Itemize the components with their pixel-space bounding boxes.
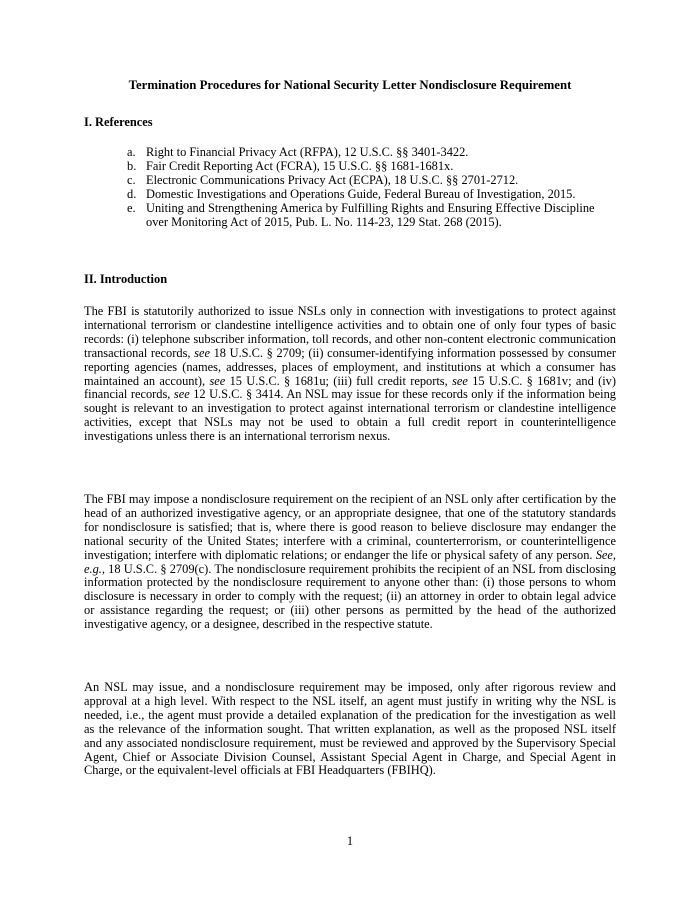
citation-signal: see xyxy=(209,373,226,388)
citation-signal: See, e.g., xyxy=(84,547,616,576)
intro-paragraph-1 xyxy=(84,305,616,444)
reference-item xyxy=(127,146,615,160)
reference-text: Electronic Communications Privacy Act (ECPA), 18 U.S.C. §§ 2701-2712. xyxy=(146,172,519,187)
reference-marker: a. xyxy=(127,145,136,159)
citation-signal: see xyxy=(452,373,468,388)
citation-signal: see xyxy=(173,387,190,402)
references-list xyxy=(127,146,615,229)
reference-item xyxy=(127,202,615,230)
reference-text: Right to Financial Privacy Act (RFPA), 12 U.S.C. §§ 3401-3422. xyxy=(146,145,469,159)
intro-paragraph-3: An NSL may issue, and a nondisclosure requirement may be imposed, only after rigorous review and approval at a high level. With respect to the NSL itself, an agent must justify in writing why the NSL is needed, i.e., the agent must provide a detailed explanation of the predication for the investigation as well as the relevance of the information sought. That written explanation, as well as the proposed NSL itself and any associated nondisclosure requirement, must be reviewed and approved by the Supervisory Special Agent, Chief or Associate Division Counsel, Assistant Special Agent in Charge, and Special Agent in Charge, or the equivalent-level officials at FBI Headquarters (FBIHQ). xyxy=(84,680,616,778)
intro-paragraph-2 xyxy=(84,493,616,632)
section-heading-references: I. References xyxy=(84,115,153,129)
section-heading-introduction: II. Introduction xyxy=(84,272,168,286)
paragraph-text: The FBI may impose a nondisclosure requirement on the recipient of an NSL only after certification by the head of an authorized investigative agency, or an appropriate designee, that one of the statutory standards for nondisclosure is satisfied; that is, where there is good reason to believe disclosure may endanger the national security of the United States; interfere with a criminal, counterterrorism, or counterintelligence investigation; interfere with diplomatic relations; or endanger the life or physical safety of any person. xyxy=(84,492,616,562)
reference-text: Fair Credit Reporting Act (FCRA), 15 U.S.C. §§ 1681-1681x. xyxy=(146,158,454,173)
document-title: Termination Procedures for National Security Letter Nondisclosure Requirement xyxy=(128,78,572,92)
reference-item xyxy=(127,188,615,202)
citation-signal: see xyxy=(194,345,210,360)
page-number: 1 xyxy=(346,834,354,848)
reference-marker: d. xyxy=(127,186,137,201)
reference-marker: b. xyxy=(127,158,137,173)
reference-text: Domestic Investigations and Operations Guide, Federal Bureau of Investigation, 2015. xyxy=(146,186,576,201)
paragraph-text: 12 U.S.C. § 3414. An NSL may issue for these records only if the information being sought is relevant to an investigation to protect against international terrorism or clandestine intelligence activities, except that NSLs may not be used to obtain a full credit report in counterintelligence investigations unless there is an international terrorism nexus. xyxy=(84,387,617,444)
paragraph-text: 18 U.S.C. § 2709(c). The nondisclosure requirement prohibits the recipient of an NSL from disclosing information protected by the nondisclosure requirement to anyone other than: (i) those persons to whom disclosure is necessary in order to comply with the request; (ii) an attorney in order to obtain legal advice or assistance regarding the request; or (iii) other persons as permitted by the head of the authorized investigative agency, or a designee, described in the respective statute. xyxy=(84,561,616,632)
paragraph-text: 15 U.S.C. § 1681u; (iii) full credit reports, xyxy=(225,373,453,388)
reference-marker: e. xyxy=(127,200,136,215)
paragraph-text: 15 U.S.C. § 1681v; and (iv) financial records, xyxy=(84,373,616,402)
reference-marker: c. xyxy=(127,172,136,187)
reference-item xyxy=(127,160,615,174)
reference-item xyxy=(127,174,615,188)
paragraph-text: The FBI is statutorily authorized to issue NSLs only in connection with investigations to protect against international terrorism or clandestine intelligence activities and to obtain one of only four types of basic records: (i) telephone subscriber information, toll records, and other non-content electronic communication transactional records, xyxy=(84,304,616,360)
paragraph-text: 18 U.S.C. § 2709; (ii) consumer-identifying information possessed by consumer reporting agencies (names, addresses, places of employment, and institutions at which a consumer has maintained an account), xyxy=(84,345,616,388)
reference-text: Uniting and Strengthening America by Fulfilling Rights and Ensuring Effective Discipline over Monitoring Act of 2015, Pub. L. No. 114-23, 129 Stat. 268 (2015). xyxy=(146,200,595,229)
